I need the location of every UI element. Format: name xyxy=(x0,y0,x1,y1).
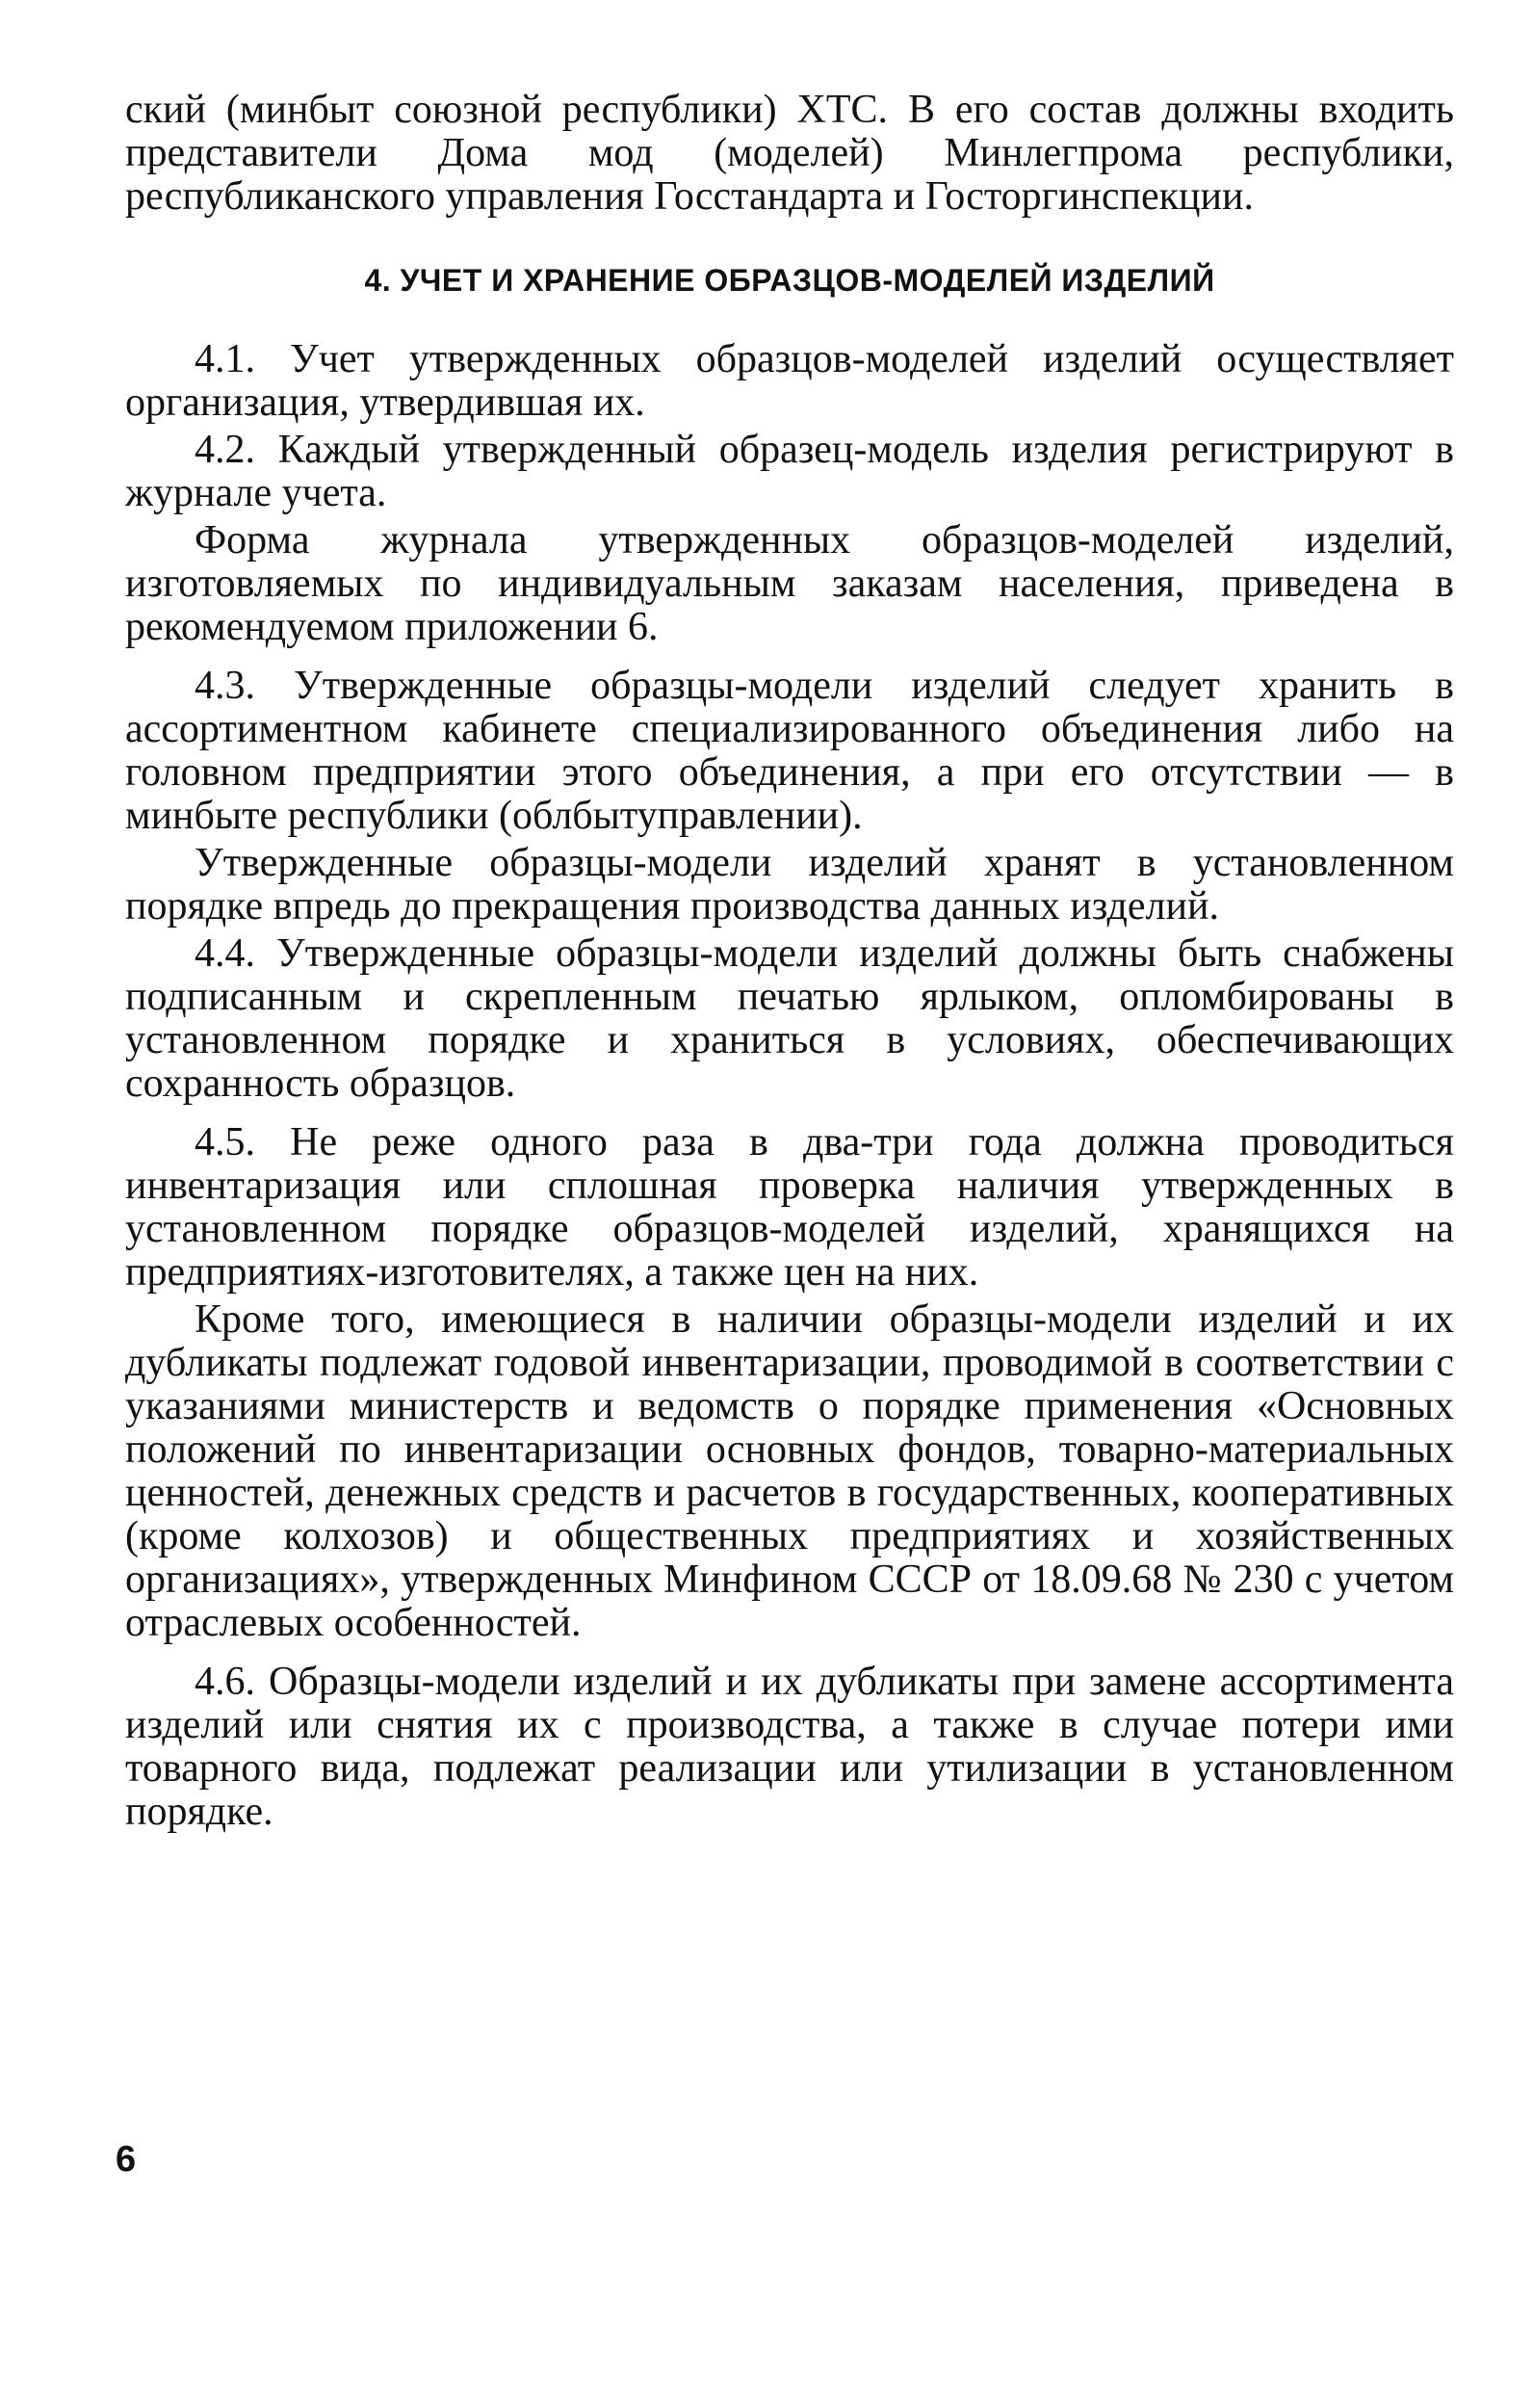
page-number: 6 xyxy=(116,2139,137,2180)
paragraph-4-2: 4.2. Каждый утвержденный образец-модель изделия регистрируют в журнале учета. xyxy=(125,428,1454,515)
paragraph-4-6: 4.6. Образцы-модели изделий и их дубликаты при замене ассортимента изделий или снятия их с производства, а также в случае потери ими товарного вида, подлежат реализации или утилизации в установленном порядке. xyxy=(125,1660,1454,1834)
document-page xyxy=(125,89,1454,1838)
paragraph-4-3: 4.3. Утвержденные образцы-модели изделий следует хранить в ассортиментном кабинете специализированного объединения либо на головном предприятии этого объединения, а при его отсутствии — в минбыте республики (облбытуправлении). xyxy=(125,664,1454,838)
paragraph-4-5: 4.5. Не реже одного раза в два-три года должна проводиться инвентаризация или сплошная проверка наличия утвержденных в установленном порядке образцов-моделей изделий, хранящихся на предприятиях-изготовителях, а также цен на них. xyxy=(125,1120,1454,1295)
section-heading: 4. УЧЕТ И ХРАНЕНИЕ ОБРАЗЦОВ-МОДЕЛЕЙ ИЗДЕЛИЙ xyxy=(364,263,1215,298)
paragraph-4-4: 4.4. Утвержденные образцы-модели изделий должны быть снабжены подписанным и скрепленным печатью ярлыком, опломбированы в установленном порядке и храниться в условиях, обеспечивающих сохранность образцов. xyxy=(125,931,1454,1106)
paragraph-storage-period: Утвержденные образцы-модели изделий хранят в установленном порядке впредь до прекращения производства данных изделий. xyxy=(125,841,1454,929)
paragraph-inventory: Кроме того, имеющиеся в наличии образцы-модели изделий и их дубликаты подлежат годовой инвентаризации, проводимой в соответствии с указаниями министерств и ведомств о порядке применения «Основных положений по инвентаризации основных фондов, товарно-материальных ценностей, денежных средств и расчетов в государственных, кооперативных (кроме колхозов) и общественных предприятиях и хозяйственных организациях», утвержденных Минфином СССР от 18.09.68 № 230 с учетом отраслевых особенностей. xyxy=(125,1297,1454,1645)
paragraph-journal-form: Форма журнала утвержденных образцов-моделей изделий, изготовляемых по индивидуальным заказам населения, приведена в рекомендуемом приложении 6. xyxy=(125,518,1454,649)
intro-paragraph: ский (минбыт союзной республики) ХТС. В его состав должны входить представители Дома мод (моделей) Минлегпрома республики, республиканского управления Госстандарта и Госторгинспекции. xyxy=(125,88,1454,219)
paragraph-4-1: 4.1. Учет утвержденных образцов-моделей изделий осуществляет организация, утвердившая их. xyxy=(125,337,1454,425)
